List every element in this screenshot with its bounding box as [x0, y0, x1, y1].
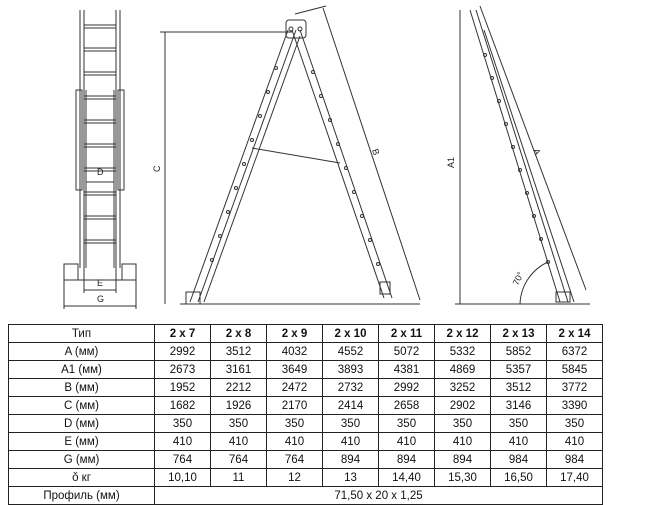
side-label-b: B — [370, 147, 382, 157]
profile-row — [9, 487, 603, 505]
row-label: C (мм) — [9, 397, 155, 415]
column-header: 2 x 7 — [155, 325, 211, 343]
table-row — [9, 379, 603, 397]
table-cell: 2658 — [379, 397, 435, 415]
lean-label-angle: 70° — [510, 270, 526, 287]
table-cell: 15,30 — [435, 469, 491, 487]
table-cell: 3512 — [491, 379, 547, 397]
table-cell: 1926 — [211, 397, 267, 415]
lean-label-a1: A1 — [446, 156, 456, 168]
row-label: A1 (мм) — [9, 361, 155, 379]
table-cell: 410 — [267, 433, 323, 451]
table-cell: 3512 — [211, 343, 267, 361]
table-row — [9, 469, 603, 487]
table-cell: 3390 — [547, 397, 603, 415]
table-cell: 350 — [491, 415, 547, 433]
table-cell: 3161 — [211, 361, 267, 379]
table-cell: 5332 — [435, 343, 491, 361]
column-header: 2 x 12 — [435, 325, 491, 343]
table-cell: 5845 — [547, 361, 603, 379]
column-header: 2 x 8 — [211, 325, 267, 343]
table-cell: 2414 — [323, 397, 379, 415]
table-cell: 2902 — [435, 397, 491, 415]
table-cell: 2170 — [267, 397, 323, 415]
table-cell: 350 — [435, 415, 491, 433]
table-cell: 2992 — [379, 379, 435, 397]
table-cell: 350 — [211, 415, 267, 433]
table-cell: 13 — [323, 469, 379, 487]
table-row — [9, 415, 603, 433]
table-cell: 410 — [155, 433, 211, 451]
table-cell: 350 — [379, 415, 435, 433]
table-cell: 764 — [155, 451, 211, 469]
table-row — [9, 361, 603, 379]
column-header: 2 x 9 — [267, 325, 323, 343]
table-row — [9, 451, 603, 469]
table-cell: 3649 — [267, 361, 323, 379]
table-cell: 4552 — [323, 343, 379, 361]
table-cell: 2992 — [155, 343, 211, 361]
leaning-view — [455, 6, 590, 304]
table-cell: 410 — [379, 433, 435, 451]
table-cell: 14,40 — [379, 469, 435, 487]
table-cell: 764 — [211, 451, 267, 469]
table-cell: 10,10 — [155, 469, 211, 487]
column-header: 2 x 14 — [547, 325, 603, 343]
table-cell: 12 — [267, 469, 323, 487]
header-label: Тип — [9, 325, 155, 343]
profile-value: 71,50 x 20 x 1,25 — [155, 487, 603, 505]
row-label: D (мм) — [9, 415, 155, 433]
row-label: B (мм) — [9, 379, 155, 397]
table-cell: 1952 — [155, 379, 211, 397]
table-cell: 3146 — [491, 397, 547, 415]
table-cell: 894 — [379, 451, 435, 469]
row-label: A (мм) — [9, 343, 155, 361]
table-cell: 894 — [435, 451, 491, 469]
table-cell: 6372 — [547, 343, 603, 361]
table-row — [9, 397, 603, 415]
table-cell: 3893 — [323, 361, 379, 379]
table-cell: 4381 — [379, 361, 435, 379]
table-cell: 984 — [547, 451, 603, 469]
row-label: ǒ кг — [9, 469, 155, 487]
table-cell: 3772 — [547, 379, 603, 397]
table-cell: 2472 — [267, 379, 323, 397]
table-cell: 3252 — [435, 379, 491, 397]
table-cell: 11 — [211, 469, 267, 487]
column-header: 2 x 11 — [379, 325, 435, 343]
table-cell: 410 — [211, 433, 267, 451]
row-label: G (мм) — [9, 451, 155, 469]
lean-label-a: A — [531, 147, 543, 157]
column-header: 2 x 10 — [323, 325, 379, 343]
table-cell: 410 — [547, 433, 603, 451]
side-label-c: C — [152, 165, 162, 172]
aframe-view — [160, 6, 420, 304]
table-cell: 350 — [323, 415, 379, 433]
header-row — [9, 325, 603, 343]
front-label-g: G — [97, 294, 105, 304]
front-label-d: D — [97, 167, 104, 177]
spec-table — [8, 324, 603, 505]
profile-label: Профиль (мм) — [9, 487, 155, 505]
table-cell: 764 — [267, 451, 323, 469]
table-cell: 2732 — [323, 379, 379, 397]
table-cell: 350 — [155, 415, 211, 433]
table-cell: 410 — [491, 433, 547, 451]
table-cell: 894 — [323, 451, 379, 469]
table-cell: 350 — [547, 415, 603, 433]
front-label-e: E — [97, 278, 104, 288]
table-row — [9, 343, 603, 361]
table-cell: 410 — [323, 433, 379, 451]
spec-table-body — [9, 343, 603, 487]
table-cell: 16,50 — [491, 469, 547, 487]
table-cell: 4032 — [267, 343, 323, 361]
table-cell: 17,40 — [547, 469, 603, 487]
table-cell: 4869 — [435, 361, 491, 379]
table-cell: 5852 — [491, 343, 547, 361]
table-cell: 984 — [491, 451, 547, 469]
table-row — [9, 433, 603, 451]
table-cell: 5072 — [379, 343, 435, 361]
table-cell: 2212 — [211, 379, 267, 397]
table-cell: 1682 — [155, 397, 211, 415]
table-cell: 410 — [435, 433, 491, 451]
column-header: 2 x 13 — [491, 325, 547, 343]
row-label: E (мм) — [9, 433, 155, 451]
table-cell: 5357 — [491, 361, 547, 379]
front-view — [64, 10, 136, 309]
table-cell: 350 — [267, 415, 323, 433]
table-cell: 2673 — [155, 361, 211, 379]
